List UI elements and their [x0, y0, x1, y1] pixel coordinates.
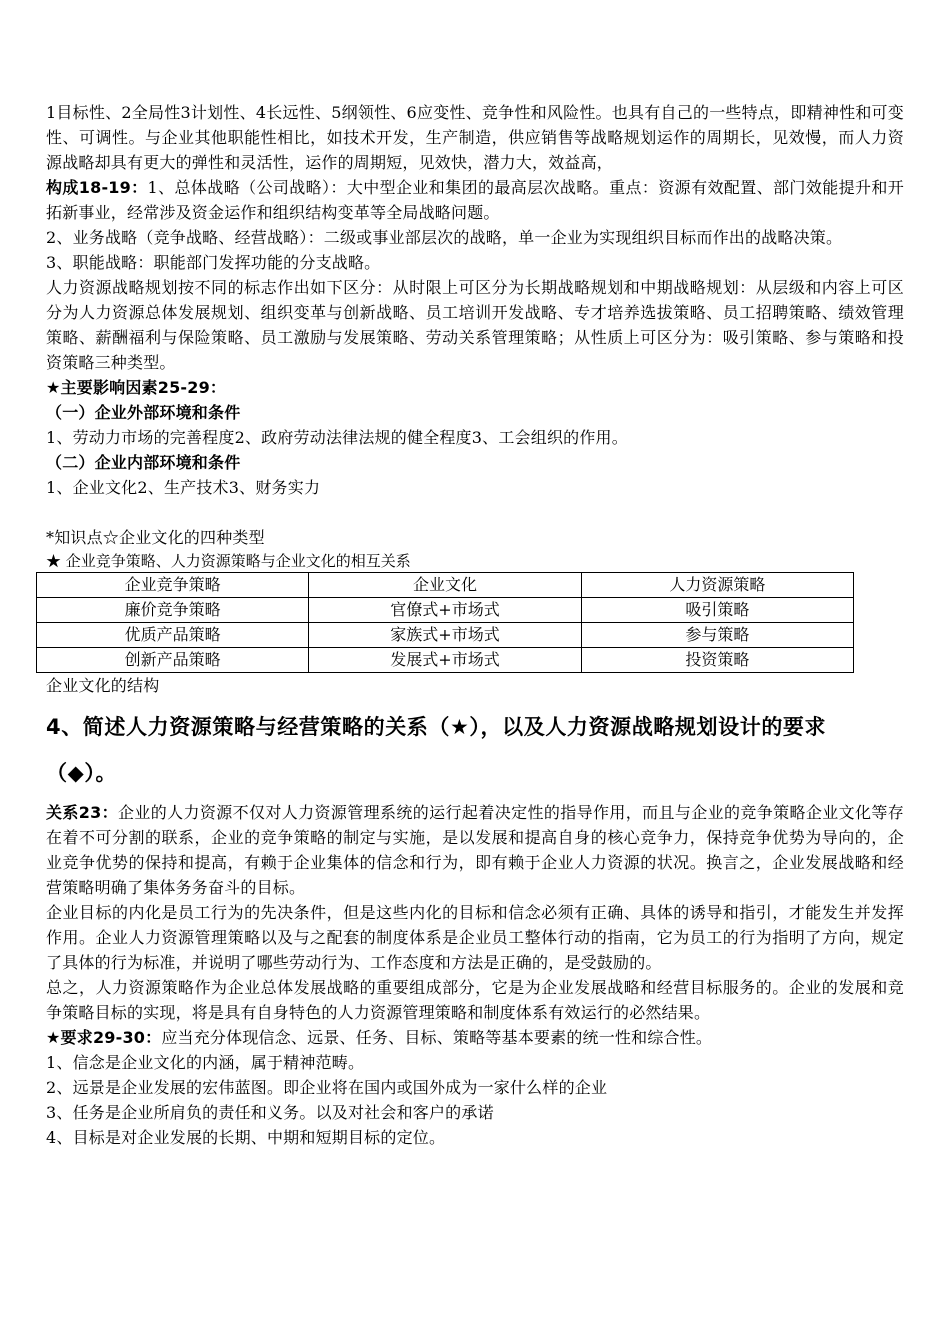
table-cell: 家族式+市场式: [309, 623, 581, 648]
requirement-item: 4、目标是对企业发展的长期、中期和短期目标的定位。: [46, 1128, 446, 1147]
requirements-text: 应当充分体现信念、远景、任务、目标、策略等基本要素的统一性和综合性。: [161, 1028, 713, 1047]
table-cell: 发展式+市场式: [309, 648, 581, 673]
composition-item: 2、业务战略（竞争战略、经营战略）：二级或事业部层次的战略，单一企业为实现组织目标而作出的战略决策。: [46, 228, 843, 247]
table-cell: 投资策略: [581, 648, 853, 673]
requirements-label: ★要求29-30：: [46, 1028, 162, 1047]
table-cell: 廉价竞争策略: [37, 598, 309, 623]
section-heading-line1: 4、简述人力资源策略与经营策略的关系（★），以及人力资源战略规划设计的要求: [46, 715, 827, 739]
internal-factors-text: 1、企业文化2、生产技术3、财务实力: [46, 478, 321, 497]
composition-paragraph: [46, 175, 904, 225]
table-header-cell: 人力资源策略: [581, 573, 853, 598]
relation-paragraph: 总之，人力资源策略作为企业总体发展战略的重要组成部分，它是为企业发展战略和经营目标服务的。企业的发展和竞争策略目标的实现，将是具有自身特色的人力资源管理策略和制度体系有效运行的必然结果。: [46, 978, 904, 1022]
table-cell: 参与策略: [581, 623, 853, 648]
table-caption: ★ 企业竞争策略、人力资源策略与企业文化的相互关系: [46, 552, 411, 570]
table-cell: 官僚式+市场式: [309, 598, 581, 623]
intro-paragraph: 1目标性、2全局性3计划性、4长远性、5纲领性、6应变性、竞争性和风险性。也具有自己的一些特点，即精神性和可变性、可调性。与企业其他职能性相比，如技术开发，生产制造，供应销售等战略规划运作的周期长，见效慢，而人力资源战略却具有更大的弹性和灵活性，运作的周期短，见效快，潜力大，效益高，: [46, 103, 904, 172]
composition-label: 构成18-19：: [46, 178, 148, 197]
table-cell: 吸引策略: [581, 598, 853, 623]
table-header-row: [37, 573, 854, 598]
table-row: [37, 648, 854, 673]
external-factors-text: 1、劳动力市场的完善程度2、政府劳动法律法规的健全程度3、工会组织的作用。: [46, 428, 628, 447]
classification-paragraph: 人力资源战略规划按不同的标志作出如下区分：从时限上可区分为长期战略规划和中期战略规划：从层级和内容上可区分为人力资源总体发展规划、组织变革与创新战略、员工培训开发战略、专才培养选拔策略、员工招聘策略、绩效管理策略、薪酬福利与保险策略、员工激励与发展策略、劳动关系管理策略；从性质上可区分为：吸引策略、参与策略和投资策略三种类型。: [46, 278, 904, 372]
culture-structure: 企业文化的结构: [46, 676, 160, 695]
table-row: [37, 598, 854, 623]
requirements-paragraph: [46, 1025, 904, 1050]
section-heading-line2: （◆）。: [46, 761, 118, 785]
relation-paragraph: 企业目标的内化是员工行为的先决条件，但是这些内化的目标和信念必须有正确、具体的诱导和指引，才能发生并发挥作用。企业人力资源管理策略以及与之配套的制度体系是企业员工整体行动的指南，它为员工的行为指明了方向，规定了具体的行为标准，并说明了哪些劳动行为、工作态度和方法是正确的，是受鼓励的。: [46, 903, 904, 972]
relation-label: 关系23：: [46, 803, 118, 822]
relation-text: 企业的人力资源不仅对人力资源管理系统的运行起着决定性的指导作用，而且与企业的竞争策略企业文化等存在着不可分割的联系，企业的竞争策略的制定与实施，是以发展和提高自身的核心竞争力，保持竞争优势为导向的，企业竞争优势的保持和提高，有赖于企业集体的信念和行为，即有赖于企业人力资源的状况。换言之，企业发展战略和经营策略明确了集体务务奋斗的目标。: [46, 803, 904, 897]
table-header-cell: 企业文化: [309, 573, 581, 598]
requirement-item: 1、信念是企业文化的内涵，属于精神范畴。: [46, 1053, 365, 1072]
requirement-item: 2、远景是企业发展的宏伟蓝图。即企业将在国内或国外成为一家什么样的企业: [46, 1078, 608, 1097]
factors-title: ★主要影响因素25-29：: [46, 378, 227, 397]
table-row: [37, 623, 854, 648]
composition-text: 1、总体战略（公司战略）：大中型企业和集团的最高层次战略。重点：资源有效配置、部门效能提升和开拓新事业，经常涉及资金运作和组织结构变革等全局战略问题。: [46, 178, 904, 222]
internal-factors-title: （二）企业内部环境和条件: [46, 453, 241, 472]
table-header-cell: 企业竞争策略: [37, 573, 309, 598]
strategy-table: [36, 572, 854, 673]
external-factors-title: （一）企业外部环境和条件: [46, 403, 241, 422]
culture-note: *知识点☆企业文化的四种类型: [46, 528, 265, 547]
table-cell: 创新产品策略: [37, 648, 309, 673]
blank-line: [46, 500, 904, 525]
composition-item: 3、职能战略：职能部门发挥功能的分支战略。: [46, 253, 381, 272]
table-cell: 优质产品策略: [37, 623, 309, 648]
section-heading: [46, 704, 904, 796]
requirement-item: 3、任务是企业所肩负的责任和义务。以及对社会和客户的承诺: [46, 1103, 494, 1122]
relation-paragraph: [46, 800, 904, 900]
